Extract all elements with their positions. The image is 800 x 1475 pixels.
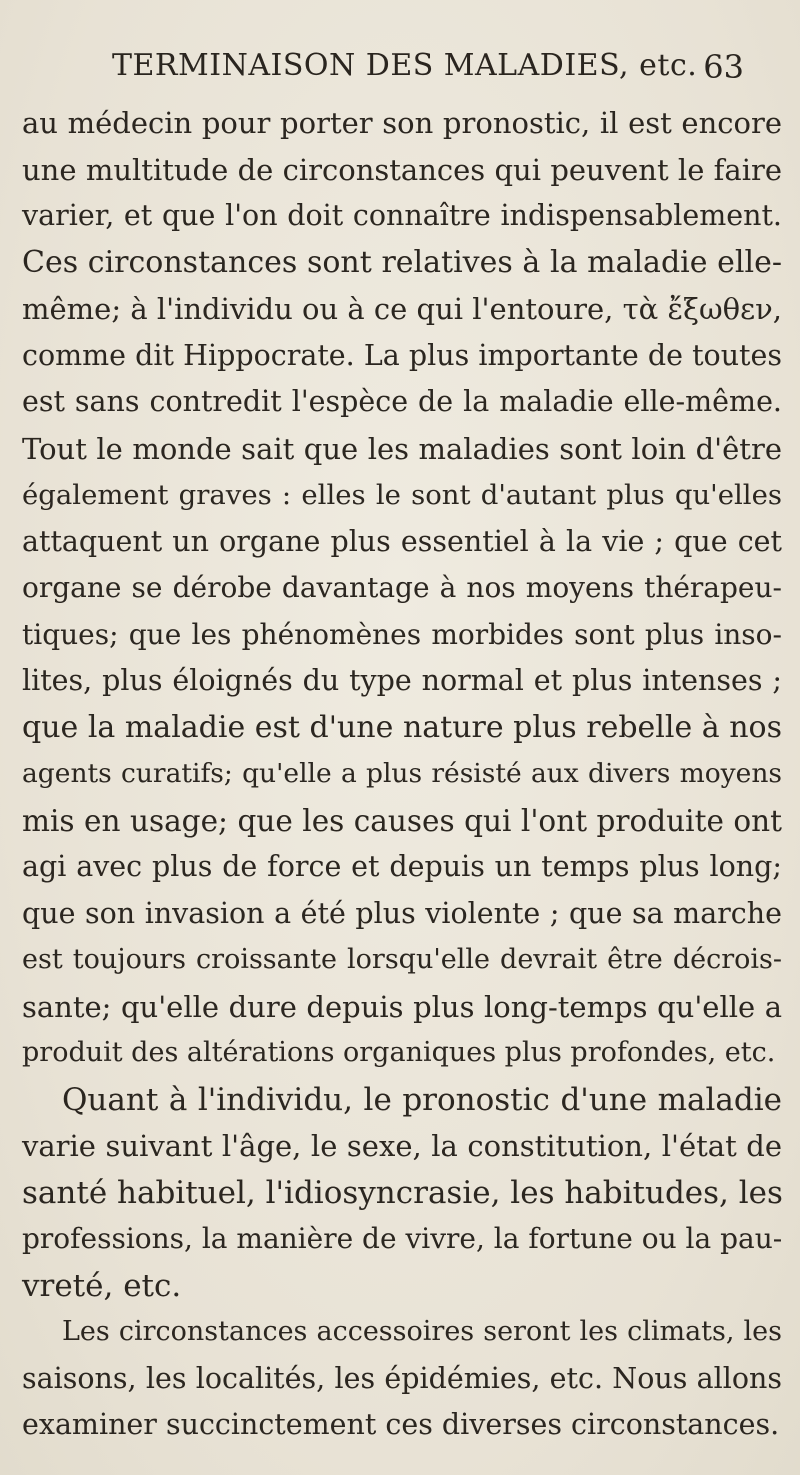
text-line: au médecin pour porter son pronostic, il est encore xyxy=(22,106,782,140)
text-line: varie suivant l'âge, le sexe, la constitution, l'état de xyxy=(22,1129,782,1163)
text-line: santé habituel, l'idiosyncrasie, les habitudes, les xyxy=(22,1174,783,1211)
running-head xyxy=(60,48,760,92)
text-line: vreté, etc. xyxy=(22,1267,182,1304)
text-line: également graves : elles le sont d'autant plus qu'elles xyxy=(22,479,782,511)
text-line: agents curatifs; qu'elle a plus résisté aux divers moyens xyxy=(22,758,782,789)
text-line: professions, la manière de vivre, la fortune ou la pau- xyxy=(22,1222,783,1255)
text-line: est sans contredit l'espèce de la maladie elle-même. xyxy=(22,385,782,418)
text-line: mis en usage; que les causes qui l'ont produite ont xyxy=(22,803,782,838)
page-number: 63 xyxy=(703,48,744,86)
text-line: même; à l'individu ou à ce qui l'entoure, τὰ ἔξωθεν, xyxy=(22,292,782,326)
running-title: TERMINAISON DES MALADIES, etc. xyxy=(112,48,698,83)
text-line: Ces circonstances sont relatives à la maladie elle- xyxy=(22,244,782,280)
text-line: examiner succinctement ces diverses circonstances. xyxy=(22,1408,780,1441)
text-line: sante; qu'elle dure depuis plus long-temps qu'elle a xyxy=(22,989,782,1024)
text-line: organe se dérobe davantage à nos moyens thérapeu- xyxy=(22,571,782,604)
paragraph-start-line: Les circonstances accessoires seront les climats, les xyxy=(62,1316,782,1347)
text-line: que son invasion a été plus violente ; que sa marche xyxy=(22,896,782,930)
text-line: une multitude de circonstances qui peuvent le faire xyxy=(22,152,782,187)
text-line: tiques; que les phénomènes morbides sont plus inso- xyxy=(22,617,782,651)
text-line: lites, plus éloignés du type normal et plus intenses ; xyxy=(22,664,782,697)
text-line: Tout le monde sait que les maladies sont loin d'être xyxy=(22,431,782,466)
text-line: produit des altérations organiques plus profondes, etc. xyxy=(22,1037,776,1068)
text-line: comme dit Hippocrate. La plus importante de toutes xyxy=(22,338,782,372)
body-text xyxy=(22,100,782,1449)
text-line: attaquent un organe plus essentiel à la vie ; que cet xyxy=(22,524,782,558)
paragraph-start-line: Quant à l'individu, le pronostic d'une maladie xyxy=(62,1081,782,1118)
text-line: agi avec plus de force et depuis un temps plus long; xyxy=(22,850,782,883)
text-line: est toujours croissante lorsqu'elle devrait être décrois- xyxy=(22,944,782,975)
text-line: varier, et que l'on doit connaître indispensablement. xyxy=(22,199,782,232)
text-line: saisons, les localités, les épidémies, etc. Nous allons xyxy=(22,1361,782,1395)
text-line: que la maladie est d'une nature plus rebelle à nos xyxy=(22,709,782,745)
